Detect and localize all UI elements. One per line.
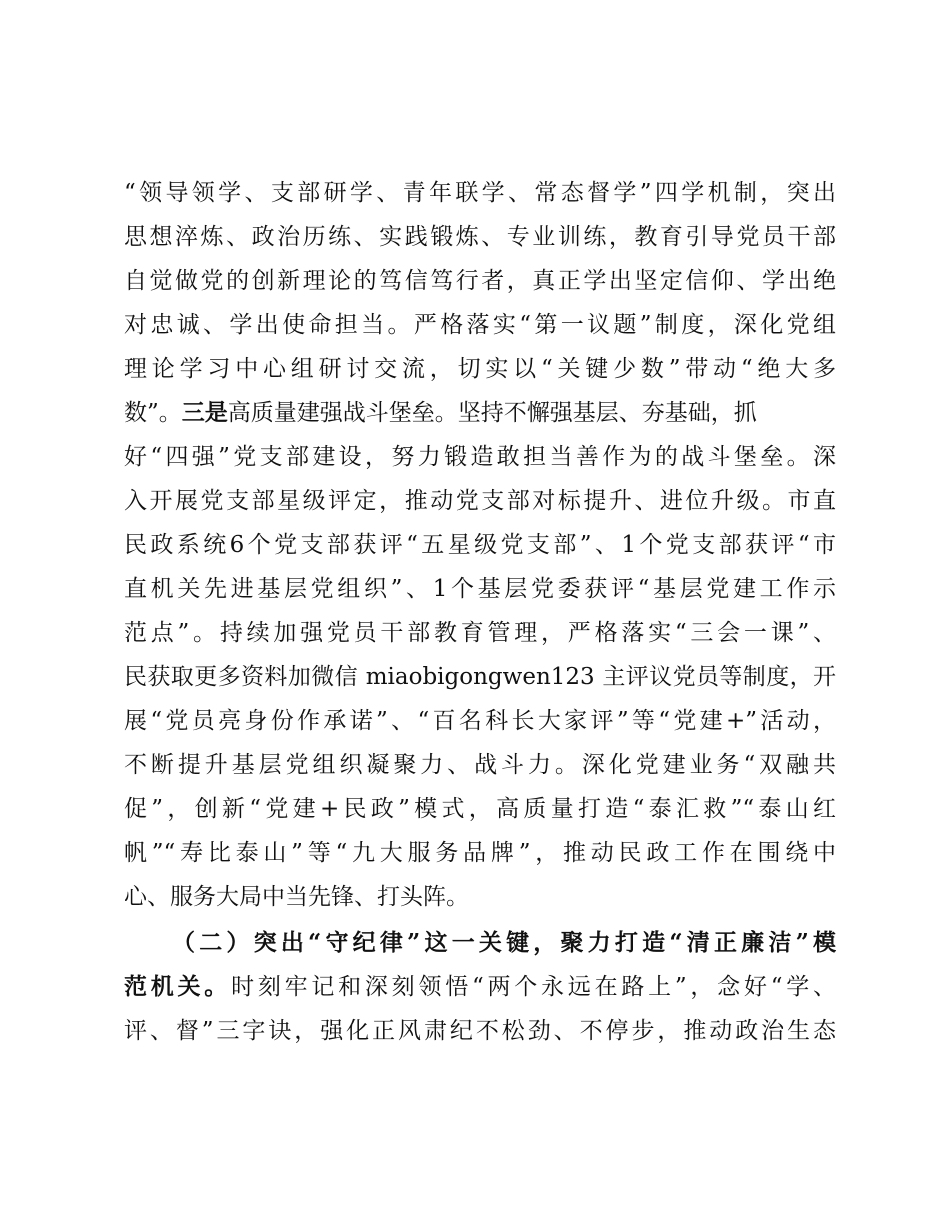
bold-marker: 三是 [181, 399, 228, 426]
paragraph-line: 理论学习中心组研讨交流，切实以“关键少数”带动“绝大多 [124, 356, 836, 382]
paragraph-line: 民政系统6个党支部获评“五星级党支部”、1个党支部获评“市 [124, 532, 836, 558]
paragraph-line: 自觉做党的创新理论的笃信笃行者，真正学出坚定信仰、学出绝 [124, 268, 836, 294]
line-text: 时刻牢记和深刻领悟“两个永远在路上”，念好“学、 [231, 974, 837, 1000]
paragraph-line: 民获取更多资料加微信 miaobigongwen123 主评议党员等制度，开 [124, 664, 836, 690]
paragraph-line [124, 970, 836, 1004]
paragraph-line: 展“党员亮身份作承诺”、“百名科长大家评”等“党建+”活动， [124, 708, 836, 734]
paragraph-line: 促”，创新“党建+民政”模式，高质量打造“泰汇救”“泰山红 [124, 796, 836, 822]
heading-continuation: 范机关。 [124, 973, 232, 1000]
paragraph-line: 思想淬炼、政治历练、实践锻炼、专业训练，教育引导党员干部 [124, 224, 836, 250]
line-prefix: 数”。 [124, 400, 182, 426]
paragraph-line: 不断提升基层党组织凝聚力、战斗力。深化党建业务“双融共 [124, 752, 836, 778]
paragraph-line: 入开展党支部星级评定，推动党支部对标提升、进位升级。市直 [124, 488, 836, 514]
paragraph-line: 心、服务大局中当先锋、打头阵。 [124, 884, 469, 910]
paragraph-line: “领导领学、支部研学、青年联学、常态督学”四学机制，突出 [124, 180, 836, 206]
paragraph-line: 对忠诚、学出使命担当。严格落实“第一议题”制度，深化党组 [124, 312, 836, 338]
line-suffix: 高质量建强战斗堡垒。坚持不懈强基层、夯基础，抓 [227, 400, 757, 426]
paragraph-line: 范点”。持续加强党员干部教育管理，严格落实“三会一课”、 [124, 620, 836, 646]
paragraph-line: 评、督”三字诀，强化正风肃纪不松劲、不停步，推动政治生态 [124, 1018, 836, 1044]
paragraph-line: 好“四强”党支部建设，努力锻造敢担当善作为的战斗堡垒。深 [124, 444, 836, 470]
paragraph-line: 直机关先进基层党组织”、1个基层党委获评“基层党建工作示 [124, 576, 836, 602]
section-heading: （二）突出“守纪律”这一关键，聚力打造“清正廉洁”模 [172, 929, 836, 956]
paragraph-line [124, 396, 836, 430]
paragraph-line: 帆”“寿比泰山”等“九大服务品牌”，推动民政工作在围绕中 [124, 840, 836, 866]
